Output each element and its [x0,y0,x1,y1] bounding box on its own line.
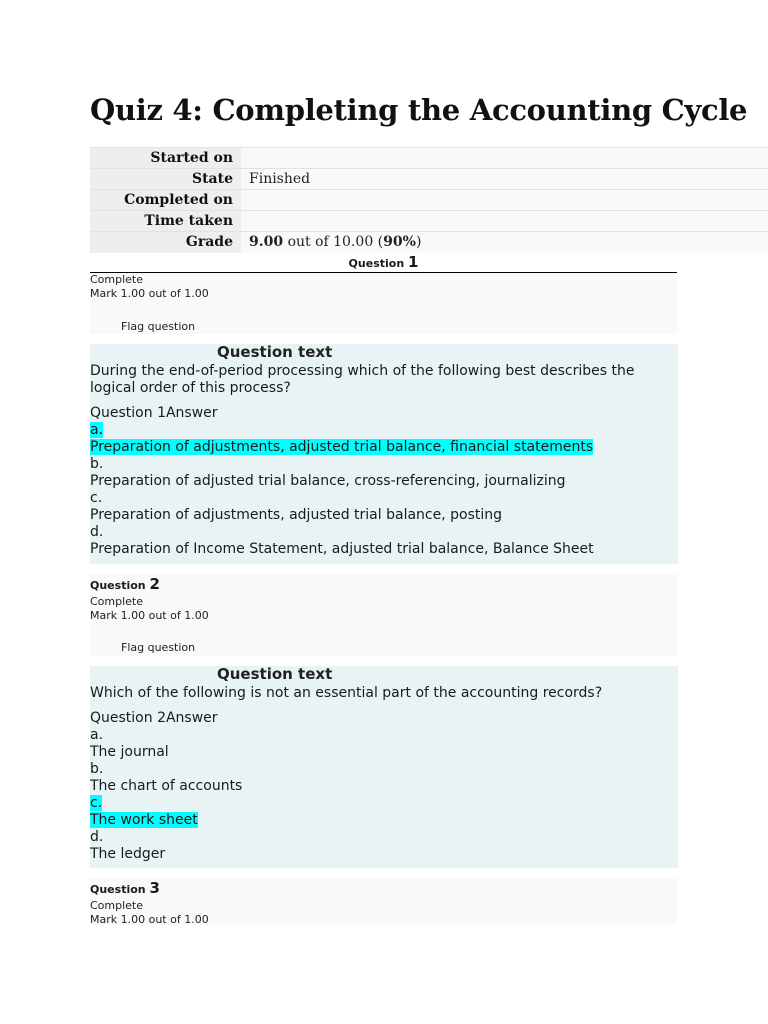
question-2-header [90,575,677,595]
question-label: Question [90,883,146,896]
attempt-summary-table [90,147,768,253]
answer-option-a-text [90,439,678,456]
question-status: Complete [90,273,144,286]
answer-option-c-text: Preparation of adjustments, adjusted trial balance, posting [90,507,503,523]
answer-option-b-text: The chart of accounts [90,778,243,794]
grade-score: 9.00 [249,234,284,251]
question-1-content [90,344,678,564]
summary-value: Finished [241,169,768,190]
answer-option-c[interactable] [90,795,678,812]
option-text: Preparation of adjustments, adjusted trial balance, financial statements [90,439,594,455]
option-text: The work sheet [90,812,198,828]
answer-option-b-text: Preparation of adjusted trial balance, cross-referencing, journalizing [90,473,566,489]
question-label: Question [348,257,405,270]
answer-option-a[interactable] [90,422,678,439]
question-mark: Mark 1.00 out of 1.00 [90,287,209,300]
summary-label: Time taken [90,211,241,232]
question-status: Complete [90,899,144,912]
question-number: 1 [408,253,419,271]
flag-question-link[interactable]: Flag question [121,641,196,654]
question-mark: Mark 1.00 out of 1.00 [90,913,209,926]
answer-option-a[interactable]: a. [90,727,104,743]
answer-option-a-text: The journal [90,744,169,760]
grade-close: ) [415,234,422,251]
question-2-content [90,666,678,868]
question-2-info [90,574,677,656]
question-1-header [90,253,677,273]
answer-option-d-text: Preparation of Income Statement, adjusted trial balance, Balance Sheet [90,541,594,557]
grade-value [241,232,768,253]
answer-option-d[interactable]: d. [90,829,104,845]
question-label: Question [90,579,146,592]
question-text: During the end-of-period processing which of the following best describes the logical order of this process? [90,363,635,396]
flag-question-link[interactable]: Flag question [121,320,196,333]
question-status: Complete [90,595,144,608]
summary-label: Completed on [90,190,241,211]
summary-row-completed [90,190,768,211]
summary-row-started [90,148,768,169]
answer-option-d[interactable]: d. [90,524,104,540]
page-title: Quiz 4: Completing the Accounting Cycle [90,93,748,127]
question-number: 2 [149,575,160,593]
question-number: 3 [149,879,160,897]
summary-label: Grade [90,232,241,253]
summary-label: State [90,169,241,190]
grade-out-of: out of 10.00 ( [287,234,384,251]
answer-option-d-text: The ledger [90,846,166,862]
question-text-heading: Question text [217,665,333,683]
question-mark: Mark 1.00 out of 1.00 [90,609,209,622]
answer-option-c[interactable]: c. [90,490,103,506]
summary-row-time [90,211,768,232]
question-3-header [90,879,677,899]
answer-option-c-text [90,812,678,829]
answer-option-b[interactable]: b. [90,456,104,472]
summary-value [241,148,768,169]
question-text: Which of the following is not an essential part of the accounting records? [90,685,603,701]
summary-value [241,211,768,232]
summary-row-grade [90,232,768,253]
summary-label: Started on [90,148,241,169]
answer-label: Question 2Answer [90,710,218,726]
option-letter: a. [90,422,104,438]
question-1-info [90,273,677,334]
answer-option-b[interactable]: b. [90,761,104,777]
question-3-info [90,878,677,925]
option-letter: c. [90,795,103,811]
grade-percent: 90% [383,234,416,251]
answer-label: Question 1Answer [90,405,218,421]
summary-row-state [90,169,768,190]
question-text-heading: Question text [217,343,333,361]
summary-value [241,190,768,211]
